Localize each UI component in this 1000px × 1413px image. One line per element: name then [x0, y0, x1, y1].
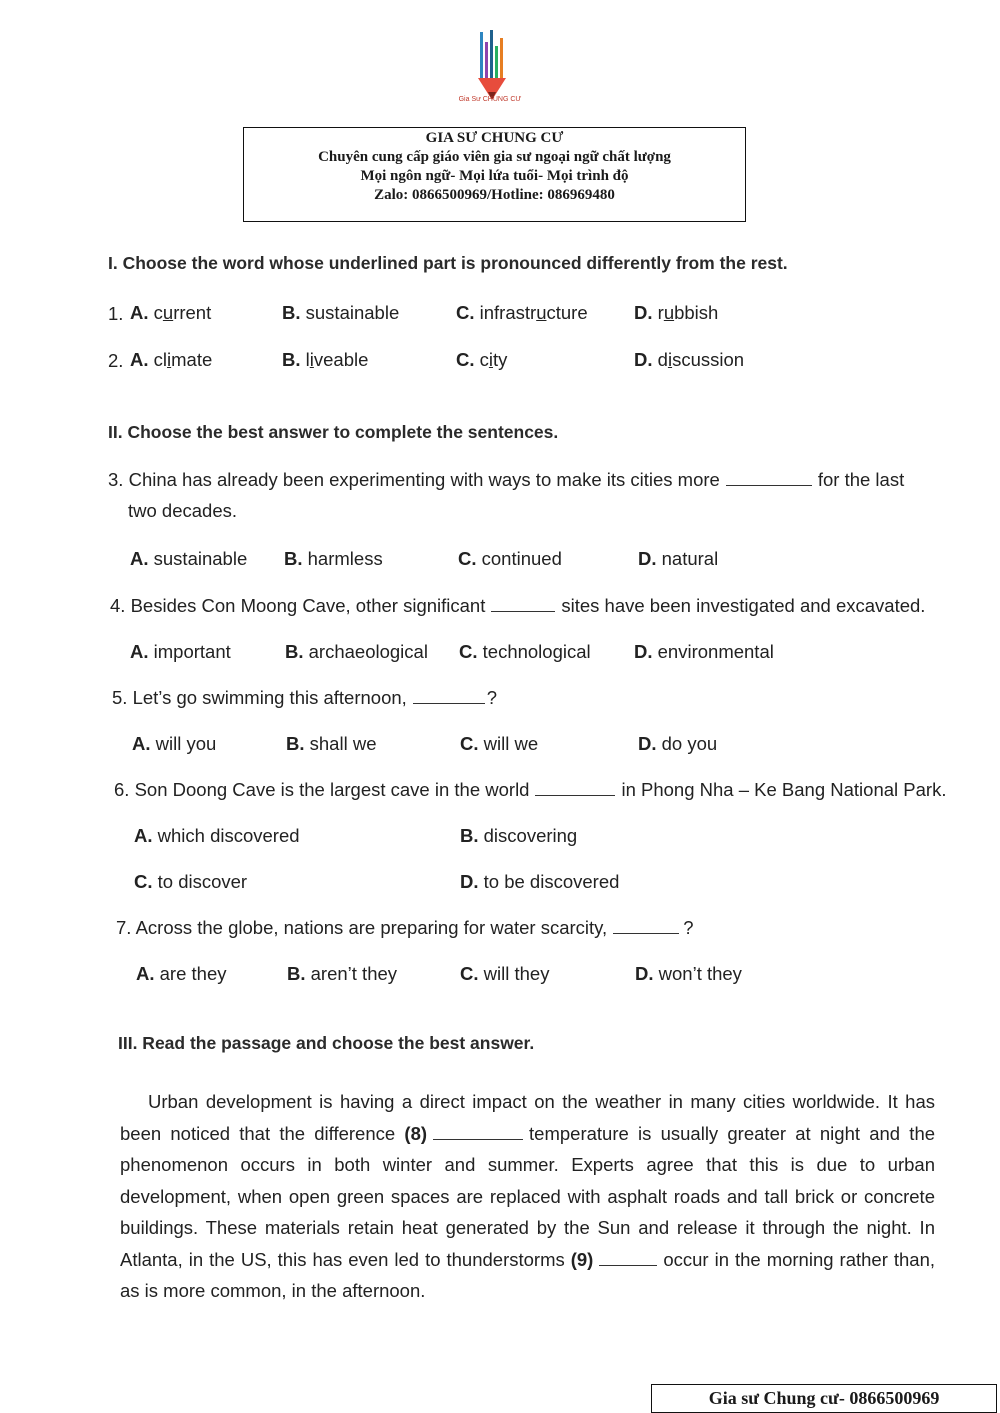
- q7-option-c: C. will they: [460, 963, 550, 984]
- question-5: 5. Let’s go swimming this afternoon, ?: [112, 687, 498, 708]
- q5-option-b: B. shall we: [286, 733, 377, 754]
- q2-option-d: D. discussion: [634, 349, 745, 370]
- section-2-title: II. Choose the best answer to complete the sentences.: [108, 422, 559, 442]
- q7-option-b: B. aren’t they: [287, 963, 398, 984]
- q5-option-d: D. do you: [638, 733, 718, 754]
- answer-blank: [726, 485, 812, 486]
- question-7: 7. Across the globe, nations are preparing for water scarcity, ?: [116, 917, 694, 938]
- q1-option-d: D. rubbish: [634, 302, 719, 323]
- question-2-number: 2.: [108, 350, 124, 371]
- q4-option-b: B. archaeological: [285, 641, 428, 662]
- q6-option-b: B. discovering: [460, 825, 578, 846]
- answer-blank: [613, 933, 679, 934]
- q4-option-d: D. environmental: [634, 641, 774, 662]
- q3-option-c: C. continued: [458, 548, 562, 569]
- q6-option-d: D. to be discovered: [460, 871, 620, 892]
- q2-option-c: C. city: [456, 349, 508, 370]
- blank-9: [599, 1265, 657, 1266]
- q4-option-a: A. important: [130, 641, 231, 662]
- section-3-title: III. Read the passage and choose the best answer.: [118, 1033, 535, 1053]
- q1-option-a: A. current: [130, 302, 212, 323]
- question-3-line-1: 3. China has already been experimenting with ways to make its cities more for the last: [108, 469, 905, 490]
- q1-option-c: C. infrastructure: [456, 302, 588, 323]
- header-box: [243, 127, 746, 222]
- q3-option-b: B. harmless: [284, 548, 383, 569]
- blank-8: [433, 1139, 523, 1140]
- q2-option-b: B. liveable: [282, 349, 369, 370]
- q4-option-c: C. technological: [459, 641, 591, 662]
- header-subtitle: Chuyên cung cấp giáo viên gia sư ngoại ngữ chất lượng: [318, 149, 671, 165]
- reading-passage: Urban development is having a direct impact on the weather in many cities worldwide. It has been noticed that the difference (8) temperature is usually greater at night and the phenomenon occurs in both winter and summer. Experts agree that this is due to urban development, when open green spaces are replaced with asphalt roads and tall brick or concrete buildings. These materials retain heat generated by the Sun and release it through the night. In Atlanta, in the US, this has even led to thunderstorms (9) occur in the morning rather than, as is more common, in the afternoon.: [120, 1091, 936, 1301]
- answer-blank: [491, 611, 555, 612]
- q6-option-a: A. which discovered: [134, 825, 300, 846]
- question-4: 4. Besides Con Moong Cave, other significant sites have been investigated and excavated.: [110, 595, 926, 616]
- q3-option-a: A. sustainable: [130, 548, 248, 569]
- answer-blank: [413, 703, 485, 704]
- header-title: GIA SƯ CHUNG CƯ: [425, 130, 564, 146]
- logo-caption: Gia Sư CHUNG CƯ: [458, 96, 522, 103]
- header-tagline: Mọi ngôn ngữ- Mọi lứa tuổi- Mọi trình độ: [360, 168, 629, 184]
- q6-option-c: C. to discover: [134, 871, 248, 892]
- q3-option-d: D. natural: [638, 548, 719, 569]
- question-6: 6. Son Doong Cave is the largest cave in the world in Phong Nha – Ke Bang National Park.: [114, 779, 947, 800]
- q7-option-d: D. won’t they: [635, 963, 742, 984]
- q1-option-b: B. sustainable: [282, 302, 400, 323]
- q5-option-c: C. will we: [460, 733, 539, 754]
- footer-contact: Gia sư Chung cư- 0866500969: [651, 1384, 997, 1413]
- question-1-number: 1.: [108, 303, 124, 324]
- question-3-line-2: two decades.: [128, 500, 238, 521]
- header-contact: Zalo: 0866500969/Hotline: 086969480: [374, 187, 615, 203]
- section-1-title: I. Choose the word whose underlined part is pronounced differently from the rest.: [108, 253, 788, 273]
- q5-option-a: A. will you: [132, 733, 217, 754]
- q7-option-a: A. are they: [136, 963, 227, 984]
- answer-blank: [535, 795, 615, 796]
- q2-option-a: A. climate: [130, 349, 213, 370]
